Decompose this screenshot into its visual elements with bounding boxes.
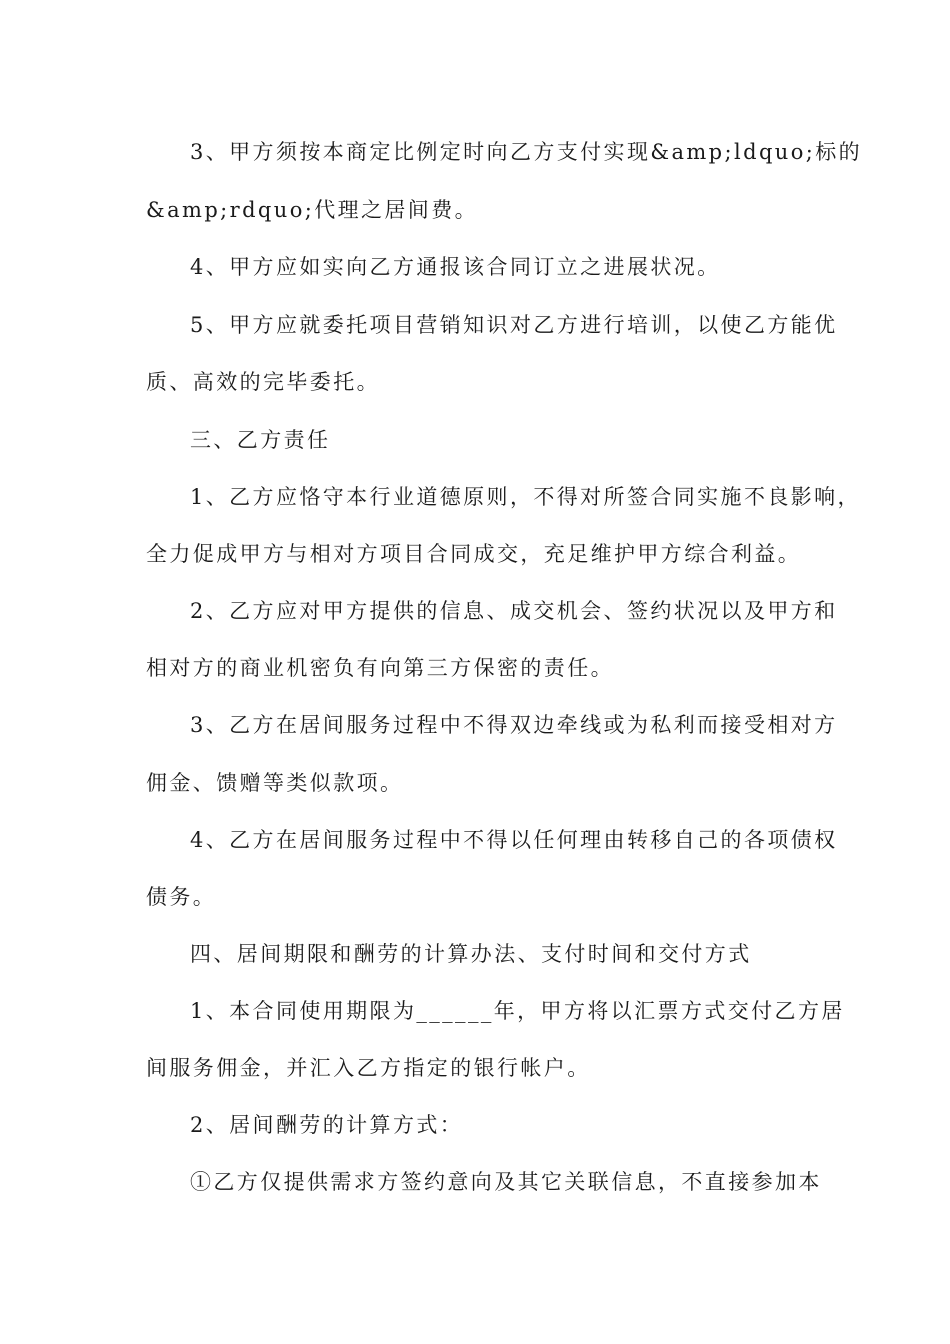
- text-line: ①乙方仅提供需求方签约意向及其它关联信息，不直接参加本: [190, 1170, 822, 1194]
- section-heading: 三、乙方责任: [190, 428, 331, 452]
- text-line: 全力促成甲方与相对方项目合同成交，充足维护甲方综合利益。: [146, 542, 802, 566]
- text-line: &amp;rdquo;代理之居间费。: [146, 198, 479, 222]
- text-line: 2、乙方应对甲方提供的信息、成交机会、签约状况以及甲方和: [190, 599, 838, 623]
- text-line: 3、乙方在居间服务过程中不得双边牵线或为私利而接受相对方: [190, 713, 838, 737]
- text-line: 3、甲方须按本商定比例定时向乙方支付实现&amp;ldquo;标的: [190, 140, 863, 164]
- text-line: 间服务佣金，并汇入乙方指定的银行帐户。: [146, 1056, 591, 1080]
- text-line: 4、甲方应如实向乙方通报该合同订立之进展状况。: [190, 255, 721, 279]
- text-line: 5、甲方应就委托项目营销知识对乙方进行培训，以使乙方能优: [190, 313, 838, 337]
- text-line: 1、本合同使用期限为______年，甲方将以汇票方式交付乙方居: [190, 999, 845, 1023]
- text-line: 4、乙方在居间服务过程中不得以任何理由转移自己的各项债权: [190, 828, 838, 852]
- text-line: 相对方的商业机密负有向第三方保密的责任。: [146, 656, 614, 680]
- text-line: 2、居间酬劳的计算方式：: [190, 1113, 464, 1137]
- section-heading: 四、居间期限和酬劳的计算办法、支付时间和交付方式: [190, 942, 752, 966]
- text-line: 佣金、馈赠等类似款项。: [146, 771, 404, 795]
- text-line: 1、乙方应恪守本行业道德原则，不得对所签合同实施不良影响，: [190, 485, 861, 509]
- text-line: 质、高效的完毕委托。: [146, 370, 380, 394]
- text-line: 债务。: [146, 885, 217, 909]
